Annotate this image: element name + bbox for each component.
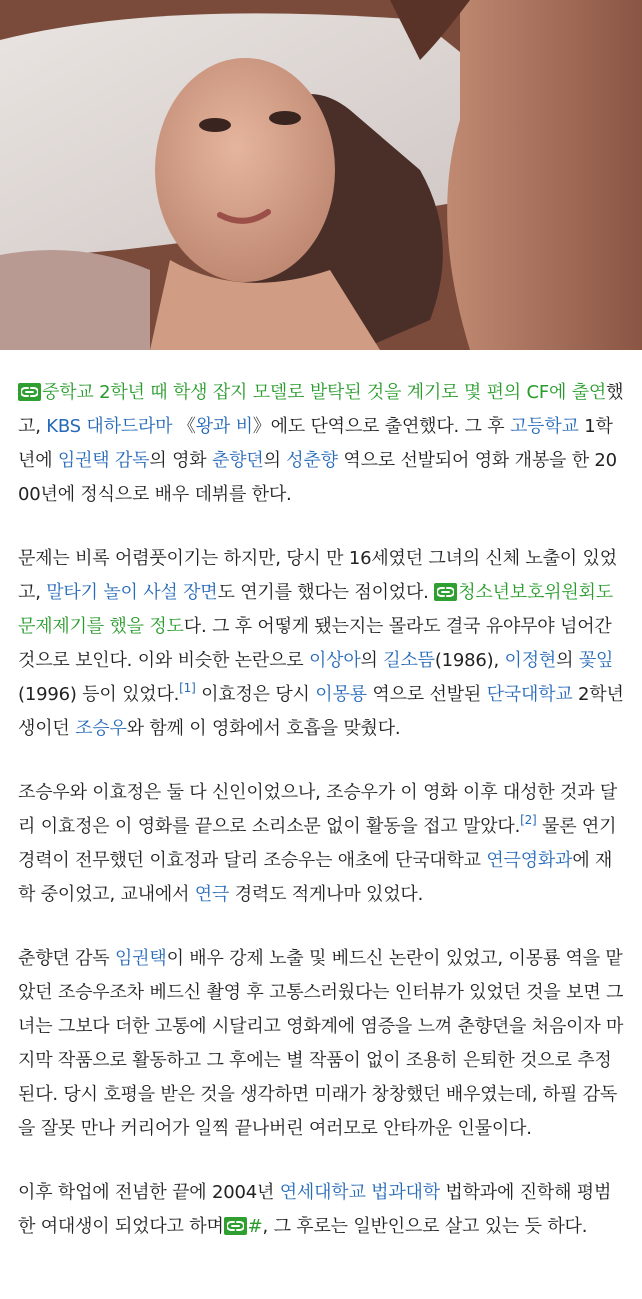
- link-lee-mong-ryong[interactable]: 이몽룡: [315, 684, 367, 705]
- link-lee-sang-a[interactable]: 이상아: [308, 650, 361, 671]
- link-im-kwon-taek[interactable]: 임권택: [114, 948, 167, 969]
- external-link-icon[interactable]: [434, 583, 457, 601]
- link-yonsei-law-college[interactable]: 연세대학교 법과대학: [279, 1182, 440, 1203]
- film-still-illustration: [0, 0, 642, 350]
- link-lee-jung-hyun[interactable]: 이정현: [504, 650, 557, 671]
- link-high-school[interactable]: 고등학교: [509, 416, 579, 437]
- article-body: [18, 376, 626, 1244]
- footnote-1[interactable]: [1]: [179, 681, 196, 695]
- link-cho-seung-woo[interactable]: 조승우: [75, 718, 127, 739]
- external-link-youth-protection[interactable]: 청소년보호위원회도 문제제기를 했을 정도: [18, 582, 613, 637]
- film-still-image: [0, 0, 642, 350]
- link-theater[interactable]: 연극: [194, 884, 230, 905]
- link-dankook-university[interactable]: 단국대학교: [486, 684, 573, 705]
- external-link-icon[interactable]: [224, 1217, 247, 1235]
- link-king-and-queen[interactable]: 왕과 비: [195, 416, 253, 437]
- external-link-hash[interactable]: #: [247, 1216, 263, 1237]
- paragraph-controversy: 문제는 비록 어렴풋이기는 하지만, 당시 만 16세였던 그녀의 신체 노출이 있었고, 말타기 놀이 사설 장면도 연기를 했다는 점이었다. 청소년보호위원회도 문제제기를 했을 정도다. 그 후 어떻게 됐는지는 몰라도 결국 유야무야 넘어간 것으로 보인다. 이와 비슷한 논란으로 이상아의 길소뜸(1986), 이정현의 꽃잎(1996) 등이 있었다.[1] 이효정은 당시 이몽룡 역으로 선발된 단국대학교 2학년 생이던 조승우와 함께 이 영화에서 호흡을 맞췄다.: [18, 548, 624, 739]
- paragraph-later-life: 이후 학업에 전념한 끝에 2004년 연세대학교 법과대학 법학과에 진학해 평범한 여대생이 되었다고 하며 #, 그 후로는 일반인으로 살고 있는 듯 하다.: [18, 1182, 612, 1237]
- link-im-kwon-taek-director[interactable]: 임권택 감독: [57, 450, 150, 471]
- link-theater-film-dept[interactable]: 연극영화과: [486, 850, 573, 871]
- link-horse-riding-scene[interactable]: 말타기 놀이 사설 장면: [46, 582, 218, 603]
- link-seong-chunhyang[interactable]: 성춘향: [286, 450, 338, 471]
- link-gilsotteum[interactable]: 길소뜸: [383, 650, 435, 671]
- paragraph-director-controversy: 춘향뎐 감독 임권택이 배우 강제 노출 및 베드신 논란이 있었고, 이몽룡 역을 맡았던 조승우조차 베드신 촬영 후 고통스러웠다는 인터뷰가 있었던 것을 보면 그녀는 그보다 더한 고통에 시달리고 영화계에 염증을 느껴 춘향뎐을 처음이자 마지막 작품으로 활동하고 그 후에는 별 작품이 없이 조용히 은퇴한 것으로 추정된다. 당시 호평을 받은 것을 생각하면 미래가 창창했던 배우였는데, 하필 감독을 잘못 만나 커리어가 일찍 끝나버린 여러모로 안타까운 인물이다.: [18, 948, 624, 1139]
- external-link-student-magazine[interactable]: 중학교 2학년 때 학생 잡지 모델로 발탁된 것을 계기로 몇 편의 CF에 출연: [42, 382, 607, 403]
- link-petal[interactable]: 꽃잎: [578, 650, 614, 671]
- link-chunhyang[interactable]: 춘향뎐: [211, 450, 264, 471]
- paragraph-retirement: 조승우와 이효정은 둘 다 신인이었으나, 조승우가 이 영화 이후 대성한 것과 달리 이효정은 이 영화를 끝으로 소리소문 없이 활동을 접고 말았다.[2] 물론 연기 경력이 전무했던 이효정과 달리 조승우는 애초에 단국대학교 연극영화과에 재학 중이었고, 교내에서 연극 경력도 적게나마 있었다.: [18, 782, 618, 905]
- external-link-icon[interactable]: [18, 383, 41, 401]
- link-kbs-drama[interactable]: KBS 대하드라마: [46, 416, 173, 437]
- paragraph-debut: 중학교 2학년 때 학생 잡지 모델로 발탁된 것을 계기로 몇 편의 CF에 출연했고, KBS 대하드라마 《왕과 비》에도 단역으로 출연했다. 그 후 고등학교 1학년에 임권택 감독의 영화 춘향뎐의 성춘향 역으로 선발되어 영화 개봉을 한 2000년에 정식으로 배우 데뷔를 한다.: [18, 382, 624, 505]
- footnote-2[interactable]: [2]: [520, 813, 537, 827]
